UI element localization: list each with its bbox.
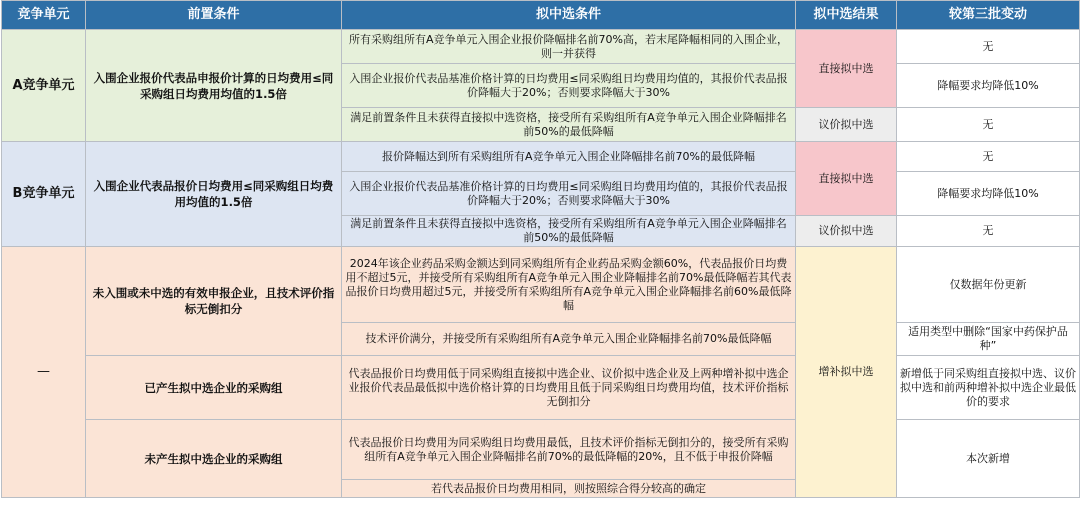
unit-a-condition-3: 满足前置条件且未获得直接拟中选资格，接受所有采购组所有A竞争单元入围企业降幅排名前50%的最低降幅 [342, 108, 796, 142]
unit-b-result-negotiate: 议价拟中选 [796, 216, 897, 247]
unit-b-condition-3: 满足前置条件且未获得直接拟中选资格，接受所有采购组所有A竞争单元入围企业降幅排名前50%的最低降幅 [342, 216, 796, 247]
unit-a-condition-1: 所有采购组所有A竞争单元入围企业报价降幅排名前70%高，若末尾降幅相同的入围企业，则一并获得 [342, 30, 796, 64]
unit-a-precondition: 入围企业报价代表品申报价计算的日均费用≤同采购组日均费用均值的1.5倍 [86, 30, 342, 142]
header-selection-condition: 拟中选条件 [342, 1, 796, 30]
unit-a-change-2: 降幅要求均降低10% [897, 64, 1080, 108]
unit-b-change-2: 降幅要求均降低10% [897, 172, 1080, 216]
unit-b-condition-1: 报价降幅达到所有采购组所有A竞争单元入围企业降幅排名前70%的最低降幅 [342, 142, 796, 172]
unit-a-result-negotiate: 议价拟中选 [796, 108, 897, 142]
unit-a-label: A竞争单元 [2, 30, 86, 142]
unit-c-condition-1: 2024年该企业药品采购金额达到同采购组所有企业药品采购金额60%，代表品报价日均费用不超过5元，并接受所有采购组所有A竞争单元入围企业降幅排名前70%最低降幅若其代表品报价日均费用超过5元，并接受所有采购组所有A竞争单元入围企业降幅排名前60%最低降幅 [342, 247, 796, 323]
unit-a-condition-2: 入围企业报价代表品基准价格计算的日均费用≤同采购组日均费用均值的，其报价代表品报价降幅大于20%；否则要求降幅大于30% [342, 64, 796, 108]
unit-a-result-direct: 直接拟中选 [796, 30, 897, 108]
unit-c-precondition-1: 未入围或未中选的有效申报企业，且技术评价指标无倒扣分 [86, 247, 342, 356]
table-row [2, 247, 1080, 323]
unit-c-label: — [2, 247, 86, 498]
unit-b-condition-2: 入围企业报价代表品基准价格计算的日均费用≤同采购组日均费用均值的，其报价代表品报价降幅大于20%；否则要求降幅大于30% [342, 172, 796, 216]
header-row [2, 1, 1080, 30]
unit-c-change-4: 本次新增 [897, 420, 1080, 498]
unit-c-condition-2: 技术评价满分，并接受所有采购组所有A竞争单元入围企业降幅排名前70%最低降幅 [342, 323, 796, 356]
unit-c-condition-4: 代表品报价日均费用为同采购组日均费用最低，且技术评价指标无倒扣分的，接受所有采购组所有A竞争单元入围企业降幅排名前70%的最低降幅的20%，且不低于申报价降幅 [342, 420, 796, 480]
unit-a-change-1: 无 [897, 30, 1080, 64]
selection-rules-table [1, 0, 1080, 498]
unit-c-condition-5: 若代表品报价日均费用相同，则按照综合得分较高的确定 [342, 480, 796, 498]
header-competition-unit: 竞争单元 [2, 1, 86, 30]
unit-b-precondition: 入围企业代表品报价日均费用≤同采购组日均费用均值的1.5倍 [86, 142, 342, 247]
table-row [2, 30, 1080, 64]
unit-c-precondition-3: 未产生拟中选企业的采购组 [86, 420, 342, 498]
unit-c-result: 增补拟中选 [796, 247, 897, 498]
table-row [2, 420, 1080, 480]
unit-b-change-1: 无 [897, 142, 1080, 172]
unit-c-change-1: 仅数据年份更新 [897, 247, 1080, 323]
header-change-vs-third-batch: 较第三批变动 [897, 1, 1080, 30]
header-selection-result: 拟中选结果 [796, 1, 897, 30]
table-row [2, 356, 1080, 420]
unit-c-change-2: 适用类型中删除“国家中药保护品种” [897, 323, 1080, 356]
unit-a-change-3: 无 [897, 108, 1080, 142]
header-precondition: 前置条件 [86, 1, 342, 30]
unit-b-change-3: 无 [897, 216, 1080, 247]
unit-b-label: B竞争单元 [2, 142, 86, 247]
unit-b-result-direct: 直接拟中选 [796, 142, 897, 216]
unit-c-precondition-2: 已产生拟中选企业的采购组 [86, 356, 342, 420]
unit-c-condition-3: 代表品报价日均费用低于同采购组直接拟中选企业、议价拟中选企业及上两种增补拟中选企业报价代表品最低拟中选价格计算的日均费用且低于同采购组日均费用均值，技术评价指标无倒扣分 [342, 356, 796, 420]
table-row [2, 142, 1080, 172]
unit-c-change-3: 新增低于同采购组直接拟中选、议价拟中选和前两种增补拟中选企业最低价的要求 [897, 356, 1080, 420]
